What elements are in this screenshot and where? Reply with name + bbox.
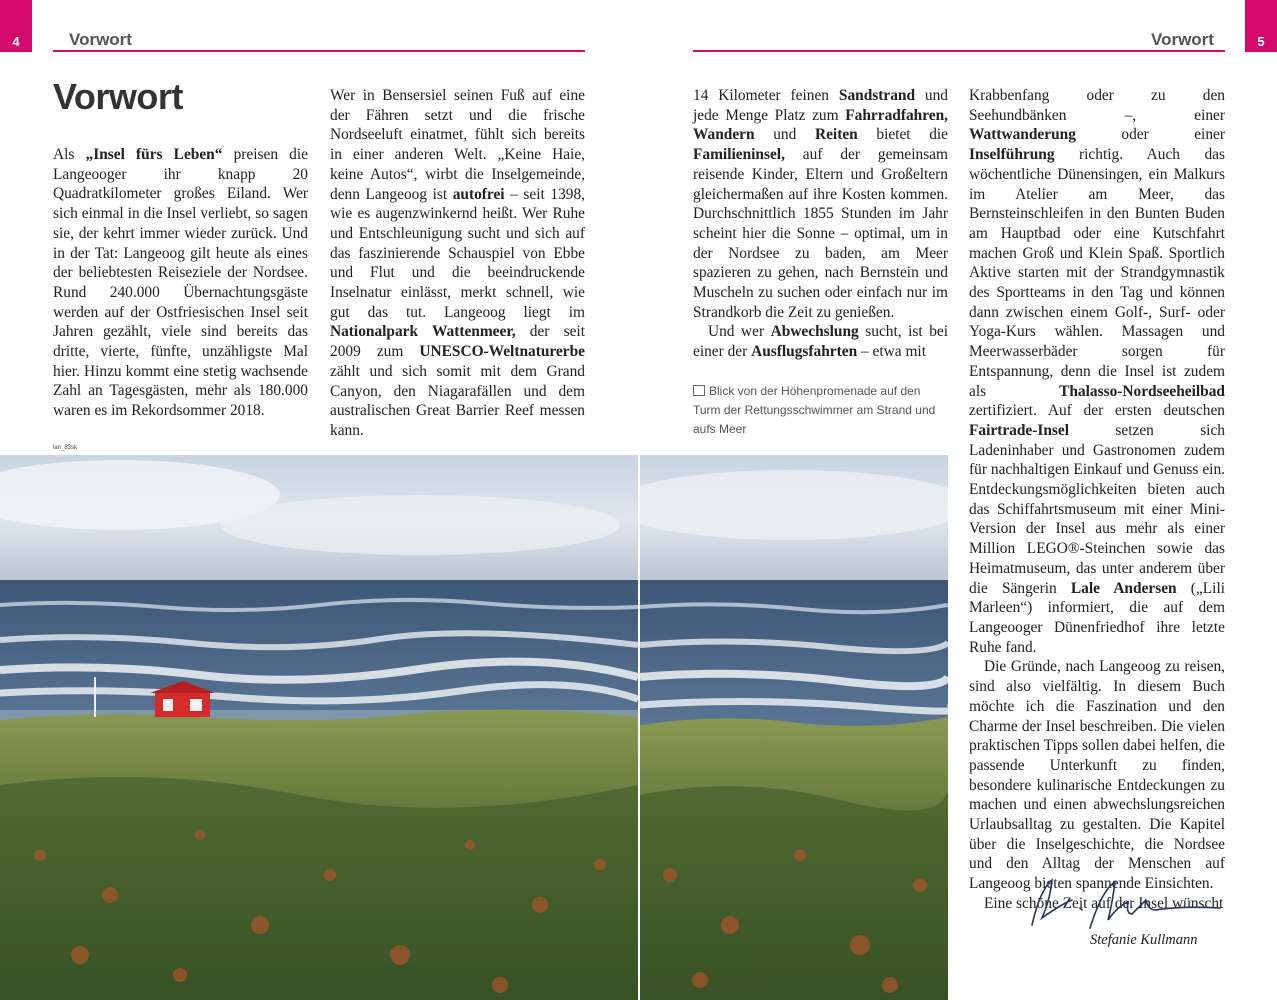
signature-image [1020,870,1230,940]
bold-term: Inselführung [969,146,1055,164]
text-column-2 [330,86,585,441]
bold-term: Lale Andersen [1070,579,1177,597]
bold-term: UNESCO-Weltnaturerbe [419,343,585,361]
running-head-left: Vorwort [69,30,132,49]
bold-term: Familieninsel, [693,146,785,164]
bold-term: Fahrradfahren, Wandern [693,106,948,144]
page-number-right: 5 [1257,34,1265,49]
beach-photo-left [0,455,638,1000]
paragraph: Und wer Abwechslung sucht, ist bei einer der Ausflugsfahrten – etwa mit [693,323,948,361]
bold-term: Ausflugsfahrten [751,343,858,361]
paragraph: Eine schöne Zeit auf der Insel wünscht [984,894,1224,912]
bold-term: Wattwanderung [969,126,1076,144]
bold-term: Sandstrand [838,87,916,104]
caption-text: Blick von der Höhenpromenade auf den Turm der Rettungsschwimmer am Strand und aufs Meer [693,384,936,436]
paragraph: Wer in Bensersiel seinen Fuß auf eine der Fähren setzt und die frische Nordseeluft einatmet, fühlt sich bereits in einer anderen Welt. „Keine Haie, keine Autos“, wirbt die Inselgemeinde, denn Langeoog ist autofrei – seit 1398, wie es augenzwinkernd heißt. Wer Ruhe und Entschleunigung sucht und sich auf das faszinierende Schauspiel von Ebbe und Flut und die beeindruckende Inselnatur einlässt, merkt schnell, wie gut das tut. Langeoog liegt im Nationalpark Wattenmeer, der seit 2009 zum UNESCO-Weltnaturerbe zählt und sich somit mit dem Grand Canyon, den Niagarafällen und dem australischen Great Barrier Reef messen kann. [330,87,585,439]
bold-term: Nationalpark Wattenmeer, [330,323,516,341]
text-column-3 [693,86,948,362]
photo-caption [693,382,948,439]
bold-term: Thalasso-Nordseeheilbad [1059,382,1225,400]
header-rule-right [693,50,1225,52]
text-column-4 [969,86,1225,914]
header-rule-left [53,50,585,52]
chapter-title: Vorwort [53,76,183,117]
page-number-tab-left [0,0,32,52]
running-head-right: Vorwort [1151,30,1214,49]
bold-term: autofrei [452,185,505,203]
paragraph: Als „Insel fürs Leben“ preisen die Langeooger ihr knapp 20 Quadratkilometer großes Eiland. Wer sich einmal in die Insel verliebt, so sagen sie, der kehrt immer wieder zurück. Und in der Tat: Langeoog gilt heute als eines der beliebtesten Reiseziele der Nordsee. Rund 240.000 Übernachtungsgäste werden auf der Ostfriesischen Insel seit Jahren gezählt, viele sind bereits das dritte, vierte, fünfte, unzähligste Mal hier. Hinzu kommt eine stetig wachsende Zahl an Tagesgästen, mehr als 180.000 waren es im Rekordsommer 2018. [53,146,308,420]
photo-icon [693,385,705,396]
paragraph: Krabbenfang oder zu den Seehundbänken –, einer Wattwanderung oder einer Inselführung richtig. Auch das wöchentliche Dünensingen, ein Malkurs im Atelier am Meer, das Bernsteinschleifen in den Bunten Buden am Hauptbad oder eine Kutschfahrt machen Groß und Klein Spaß. Sportlich Aktive starten mit der Strandgymnastik des Sportteams in den Tag und können dann zwischen einem Golf-, Surf- oder Yoga-Kurs wählen. Massagen und Meerwasserbäder sorgen für Entspannung, denn die Insel ist zudem als Thalasso-Nordseeheilbad zertifiziert. Auf der ersten deutschen Fairtrade-Insel setzen sich Ladeninhaber und Gastronomen zudem für nachhaltigen Einkauf und Genuss ein. Entdeckungsmöglichkeiten bieten auch das Schiffahrtsmuseum mit einer Mini-Version der Insel aus mehr als einer Million LEGO®-Steinchen sowie das Heimatmuseum, das unter anderem über die Sängerin Lale Andersen („Lili Marleen“) informiert, die auf dem Langeooger Dünenfriedhof ihre letzte Ruhe fand. [969,87,1225,656]
paragraph: Die Gründe, nach Langeoog zu reisen, sind also vielfältig. In diesem Buch möchte ich die Faszination und den Charme der Insel beschreiben. Die vielen praktischen Tipps sollen dabei helfen, die passende Unterkunft zu finden, besondere kulinarische Entdeckungen zu machen und einen abwechslungsreichen Urlaubsalltag zu gestalten. Die Kapitel über die Inselgeschichte, die Nordsee und den Alltag der Menschen auf Langeoog bieten spannende Einsichten. [969,658,1225,893]
bold-term: „Insel fürs Leben“ [85,146,223,163]
image-code: lan_83sk [53,445,78,451]
beach-photo-right [640,455,948,1000]
page-number-tab-right [1245,0,1277,52]
paragraph: 14 Kilometer feinen Sandstrand und jede Menge Platz zum Fahrradfahren, Wandern und Reiten bietet die Familieninsel, auf der gemeinsam reisende Kinder, Eltern und Großeltern gleichermaßen auf ihre Kosten kommen. Durchschnittlich 1855 Stunden im Jahr scheint hier die Sonne – optimal, um in der Nordsee zu baden, am Meer spazieren zu gehen, nach Bernstein und Muscheln zu suchen oder einfach nur im Strandkorb die Zeit zu genießen. [693,87,949,321]
bold-term: Abwechslung [770,323,859,341]
bold-term: Fairtrade-Insel [969,421,1070,439]
page-number-left: 4 [12,34,20,49]
signature-name: Stefanie Kullmann [1090,932,1198,948]
bold-term: Reiten [814,126,858,144]
text-column-1 [53,145,308,421]
